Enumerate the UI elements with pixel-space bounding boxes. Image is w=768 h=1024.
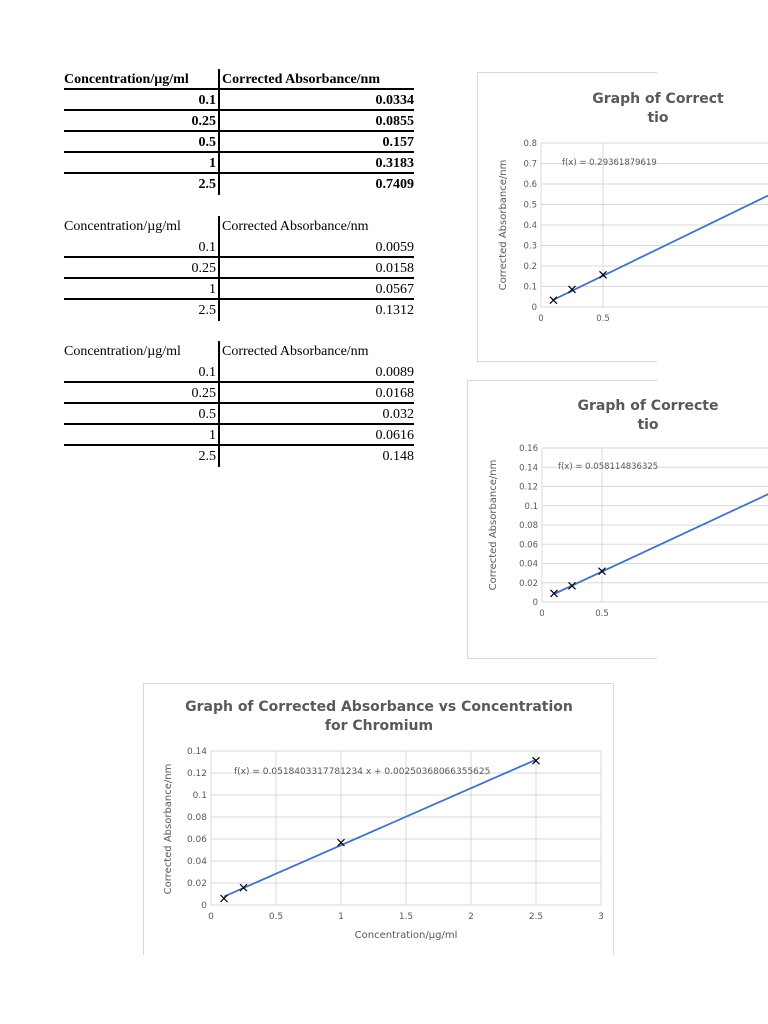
y-tick-label: 0.16	[519, 444, 538, 454]
trendline	[553, 155, 768, 299]
header-absorbance: Corrected Absorbance/nm	[218, 69, 414, 90]
chart-1	[477, 72, 724, 362]
cell-concentration: 1	[209, 282, 216, 297]
y-tick-label: 0.06	[519, 540, 538, 551]
y-tick-label: 0.06	[186, 835, 207, 845]
header-concentration: Concentration/µg/ml	[64, 219, 181, 234]
chart-title-line2: tio	[637, 417, 659, 433]
chart-1-svg	[478, 73, 724, 363]
table-row	[64, 404, 414, 425]
header-absorbance: Corrected Absorbance/nm	[218, 341, 414, 362]
chart-2	[467, 380, 719, 659]
table-row	[64, 111, 414, 132]
table-row	[64, 174, 414, 195]
table-row	[64, 425, 414, 446]
table-row	[64, 383, 414, 404]
table-header	[64, 69, 414, 90]
header-absorbance: Corrected Absorbance/nm	[218, 216, 414, 237]
cell-concentration: 0.5	[198, 135, 216, 150]
cell-concentration: 0.5	[198, 407, 216, 422]
chart-title: Graph of Correct	[592, 91, 724, 107]
cell-concentration: 2.5	[198, 177, 216, 192]
y-tick-label: 0.14	[186, 747, 207, 757]
cell-absorbance: 0.0616	[218, 425, 414, 446]
trendline	[224, 760, 536, 897]
y-tick-label: 0.1	[192, 791, 207, 801]
cell-absorbance: 0.148	[218, 446, 414, 467]
table-1	[64, 69, 414, 195]
cell-absorbance: 0.0855	[218, 111, 414, 132]
cell-absorbance: 0.0168	[218, 383, 414, 404]
chart-title: Graph of Corrected Absorbance vs Concentration	[185, 699, 573, 715]
cell-absorbance: 0.0158	[218, 258, 414, 279]
x-tick-label: 3	[598, 912, 604, 922]
cell-absorbance: 0.032	[218, 404, 414, 425]
y-tick-label: 0.04	[186, 857, 207, 867]
y-tick-label: 0.08	[186, 813, 207, 823]
data-point	[550, 297, 557, 304]
y-tick-label: 0.5	[523, 200, 537, 211]
y-tick-label: 0.02	[519, 578, 538, 589]
cell-concentration: 0.1	[198, 240, 216, 255]
y-tick-label: 0.08	[519, 521, 538, 531]
table-row	[64, 258, 414, 279]
y-tick-label: 0.3	[523, 241, 537, 252]
cell-absorbance: 0.0567	[218, 279, 414, 300]
y-tick-label: 0.4	[523, 221, 537, 231]
trendline-equation: f(x) = 0.29361879619	[562, 158, 657, 168]
table-row	[64, 446, 414, 467]
chart-title-line2: for Chromium	[324, 718, 434, 734]
table-3	[64, 341, 414, 467]
chart-title: Graph of Correcte	[577, 398, 719, 414]
x-tick-label: 0.5	[595, 609, 609, 619]
cell-concentration: 2.5	[198, 449, 216, 464]
header-concentration: Concentration/µg/ml	[64, 72, 189, 87]
y-tick-label: 0.04	[519, 559, 538, 570]
y-tick-label: 0.1	[523, 282, 537, 293]
table-row	[64, 237, 414, 258]
cell-concentration: 0.1	[198, 365, 216, 380]
cell-absorbance: 0.157	[218, 132, 414, 153]
x-tick-label: 0.5	[268, 912, 284, 922]
y-axis-label: Corrected Absorbance/nm	[498, 159, 509, 291]
table-row	[64, 362, 414, 383]
chart-2-svg	[468, 381, 719, 660]
x-tick-label: 0	[538, 314, 544, 324]
trendline-equation: f(x) = 0.0518403317781234 x + 0.00250368066355625	[234, 767, 491, 777]
cell-concentration: 0.25	[191, 386, 216, 401]
cell-concentration: 2.5	[198, 303, 216, 318]
table-row	[64, 153, 414, 174]
y-tick-label: 0.8	[523, 139, 537, 149]
y-tick-label: 0.1	[524, 501, 538, 512]
cell-absorbance: 0.0089	[218, 362, 414, 383]
x-tick-label: 2.5	[528, 912, 544, 922]
y-tick-label: 0.6	[523, 180, 537, 190]
table-row	[64, 300, 414, 321]
table-2	[64, 216, 414, 321]
chart-3	[143, 683, 614, 955]
table-row	[64, 132, 414, 153]
cell-concentration: 1	[209, 156, 216, 171]
trendline-equation: f(x) = 0.058114836325	[558, 462, 659, 472]
y-tick-label: 0.02	[186, 879, 207, 889]
y-tick-label: 0.2	[523, 262, 537, 272]
table-row	[64, 279, 414, 300]
cell-absorbance: 0.0059	[218, 237, 414, 258]
y-tick-label: 0	[201, 901, 207, 911]
cell-concentration: 1	[209, 428, 216, 443]
table-header	[64, 216, 414, 237]
trendline	[554, 460, 768, 594]
x-tick-label: 0.5	[596, 314, 610, 324]
y-tick-label: 0.12	[519, 482, 538, 493]
cell-concentration: 0.25	[191, 114, 216, 129]
cell-absorbance: 0.1312	[218, 300, 414, 321]
x-tick-label: 1.5	[398, 912, 414, 922]
chart-3-svg	[144, 684, 615, 956]
y-tick-label: 0.12	[186, 769, 207, 779]
cell-absorbance: 0.7409	[218, 174, 414, 195]
x-tick-label: 0	[208, 912, 214, 922]
cell-absorbance: 0.3183	[218, 153, 414, 174]
y-tick-label: 0.7	[523, 159, 537, 170]
y-axis-label: Corrected Absorbance/nm	[488, 459, 499, 591]
y-tick-label: 0	[532, 598, 538, 608]
x-tick-label: 0	[539, 609, 545, 619]
y-axis-label: Corrected Absorbance/nm	[163, 763, 174, 895]
y-tick-label: 0	[531, 303, 537, 313]
header-concentration: Concentration/µg/ml	[64, 344, 181, 359]
x-tick-label: 2	[468, 912, 474, 922]
table-row	[64, 90, 414, 111]
x-axis-label: Concentration/µg/ml	[354, 930, 458, 941]
chart-title-line2: tio	[647, 110, 669, 126]
cell-concentration: 0.25	[191, 261, 216, 276]
table-header	[64, 341, 414, 362]
y-tick-label: 0.14	[519, 463, 538, 474]
cell-absorbance: 0.0334	[218, 90, 414, 111]
cell-concentration: 0.1	[198, 93, 216, 108]
x-tick-label: 1	[338, 912, 344, 922]
